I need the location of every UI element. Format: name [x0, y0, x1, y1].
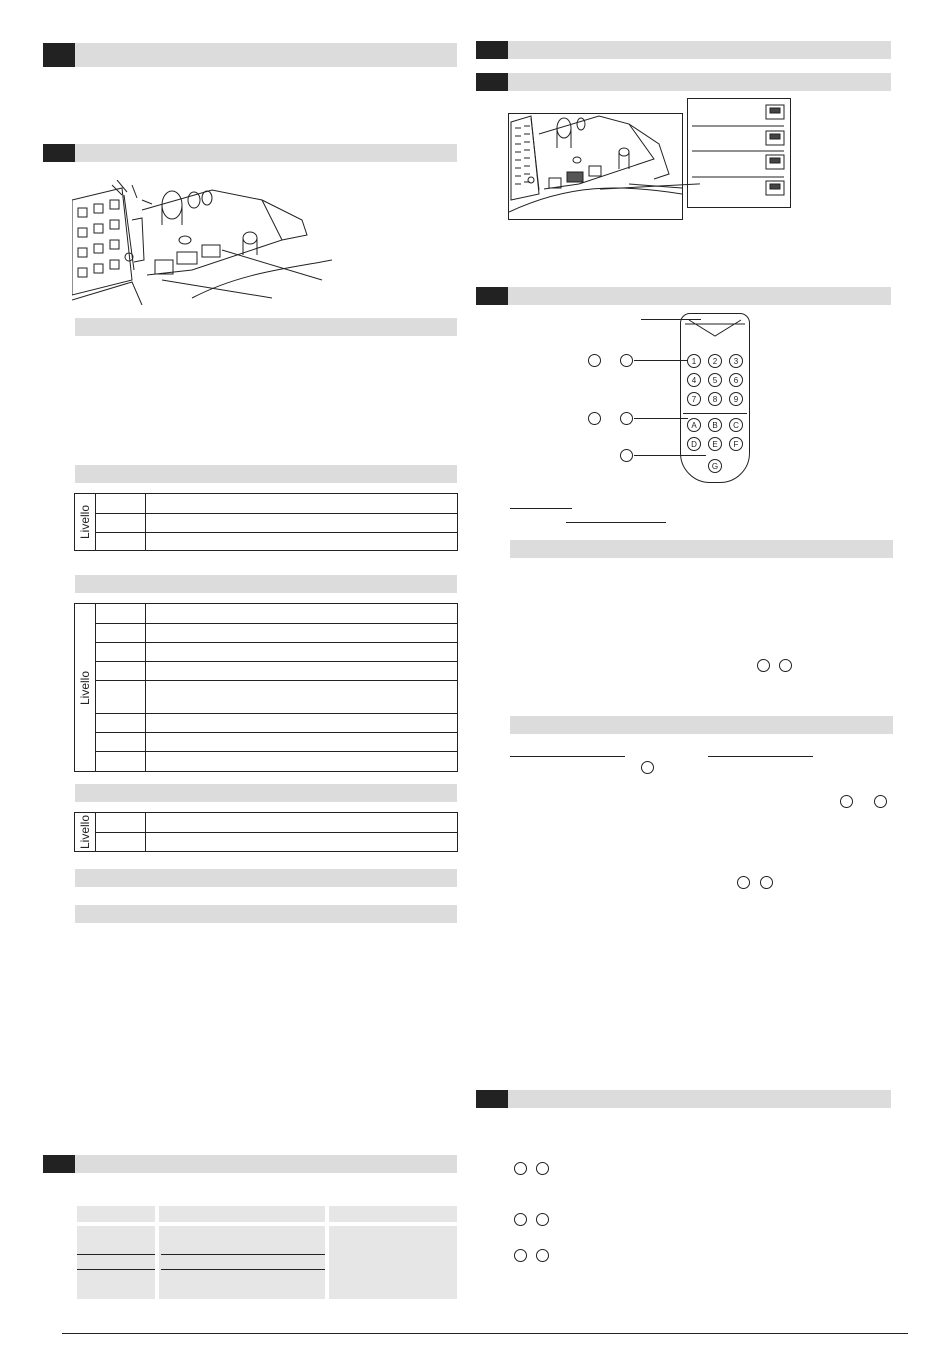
callout-circle	[760, 876, 773, 889]
subsection-header-bar	[510, 716, 893, 734]
subsection-header-bar	[75, 784, 457, 802]
spec-table	[77, 1206, 457, 1299]
table-row	[95, 832, 457, 852]
remote-key-5[interactable]: 5	[708, 373, 722, 387]
cell-divider	[77, 1254, 155, 1255]
section-header-bar	[75, 43, 457, 67]
remote-top-chevron	[681, 314, 749, 344]
table-row	[95, 623, 457, 643]
table-row	[95, 642, 457, 662]
table-row	[95, 813, 457, 832]
section-number-tab	[476, 41, 508, 59]
callout-circle	[779, 659, 792, 672]
section-number-tab	[43, 43, 75, 67]
dip-switch-options-frame	[687, 98, 791, 208]
section-header-bar	[75, 144, 457, 162]
callout-circle	[620, 354, 633, 367]
remote-key-a[interactable]: A	[687, 418, 701, 432]
cell-divider	[161, 1254, 325, 1255]
control-board-illustration	[72, 180, 332, 305]
table-row	[95, 494, 457, 513]
level-side-label: Livello	[75, 604, 96, 771]
remote-key-g[interactable]: G	[708, 459, 722, 473]
callout-circle	[840, 795, 853, 808]
remote-key-b[interactable]: B	[708, 418, 722, 432]
callout-circle	[514, 1213, 527, 1226]
section-header-bar	[508, 287, 891, 305]
table-row	[95, 680, 457, 714]
table-row	[95, 751, 457, 772]
level-table-1	[74, 493, 458, 551]
remote-key-8[interactable]: 8	[708, 392, 722, 406]
table-header-cell	[329, 1206, 457, 1222]
underlined-text	[510, 756, 625, 757]
callout-circle	[641, 761, 654, 774]
table-row	[95, 713, 457, 733]
control-board-illustration	[509, 114, 682, 219]
cell-divider	[77, 1269, 155, 1270]
section-header-bar	[508, 41, 891, 59]
underlined-text	[510, 508, 572, 509]
callout-circle	[588, 412, 601, 425]
callout-circle	[874, 795, 887, 808]
remote-key-6[interactable]: 6	[729, 373, 743, 387]
callout-circle	[620, 412, 633, 425]
dip-switch-icons	[688, 99, 790, 207]
table-header-cell	[159, 1206, 325, 1222]
table-row	[95, 661, 457, 681]
remote-key-f[interactable]: F	[729, 437, 743, 451]
callout-circle	[737, 876, 750, 889]
callout-circle	[536, 1213, 549, 1226]
section-header-bar	[75, 1155, 457, 1173]
section-header-bar	[508, 73, 891, 91]
callout-circle	[757, 659, 770, 672]
table-row	[95, 532, 457, 551]
level-side-label: Livello	[75, 494, 96, 550]
board-detail-frame	[508, 113, 683, 220]
remote-key-e[interactable]: E	[708, 437, 722, 451]
subsection-header-bar	[510, 540, 893, 558]
section-header-bar	[508, 1090, 891, 1108]
section-number-tab	[476, 287, 508, 305]
section-number-tab	[476, 73, 508, 91]
remote-key-7[interactable]: 7	[687, 392, 701, 406]
level-table-3	[74, 812, 458, 852]
remote-key-c[interactable]: C	[729, 418, 743, 432]
level-side-label: Livello	[75, 813, 96, 851]
table-row	[95, 513, 457, 533]
remote-control	[680, 313, 750, 483]
subsection-header-bar	[75, 869, 457, 887]
subsection-header-bar	[75, 318, 457, 336]
callout-circle	[536, 1162, 549, 1175]
subsection-header-bar	[75, 465, 457, 483]
table-cell	[77, 1226, 155, 1299]
callout-circle	[514, 1249, 527, 1262]
remote-key-3[interactable]: 3	[729, 354, 743, 368]
remote-key-d[interactable]: D	[687, 437, 701, 451]
remote-key-1[interactable]: 1	[687, 354, 701, 368]
table-cell	[329, 1226, 457, 1299]
level-table-2	[74, 603, 458, 772]
section-number-tab	[476, 1090, 508, 1108]
section-number-tab	[43, 144, 75, 162]
table-row	[95, 732, 457, 752]
table-header-cell	[77, 1206, 155, 1222]
underlined-text	[708, 756, 813, 757]
footer-rule	[62, 1333, 908, 1334]
remote-key-4[interactable]: 4	[687, 373, 701, 387]
callout-circle	[620, 449, 633, 462]
callout-circle	[588, 354, 601, 367]
subsection-header-bar	[75, 905, 457, 923]
cell-divider	[161, 1269, 325, 1270]
callout-circle	[536, 1249, 549, 1262]
subsection-header-bar	[75, 575, 457, 593]
remote-key-2[interactable]: 2	[708, 354, 722, 368]
remote-key-9[interactable]: 9	[729, 392, 743, 406]
table-row	[95, 604, 457, 623]
section-number-tab	[43, 1155, 75, 1173]
callout-circle	[514, 1162, 527, 1175]
table-cell	[159, 1226, 325, 1299]
underlined-text	[566, 522, 666, 523]
